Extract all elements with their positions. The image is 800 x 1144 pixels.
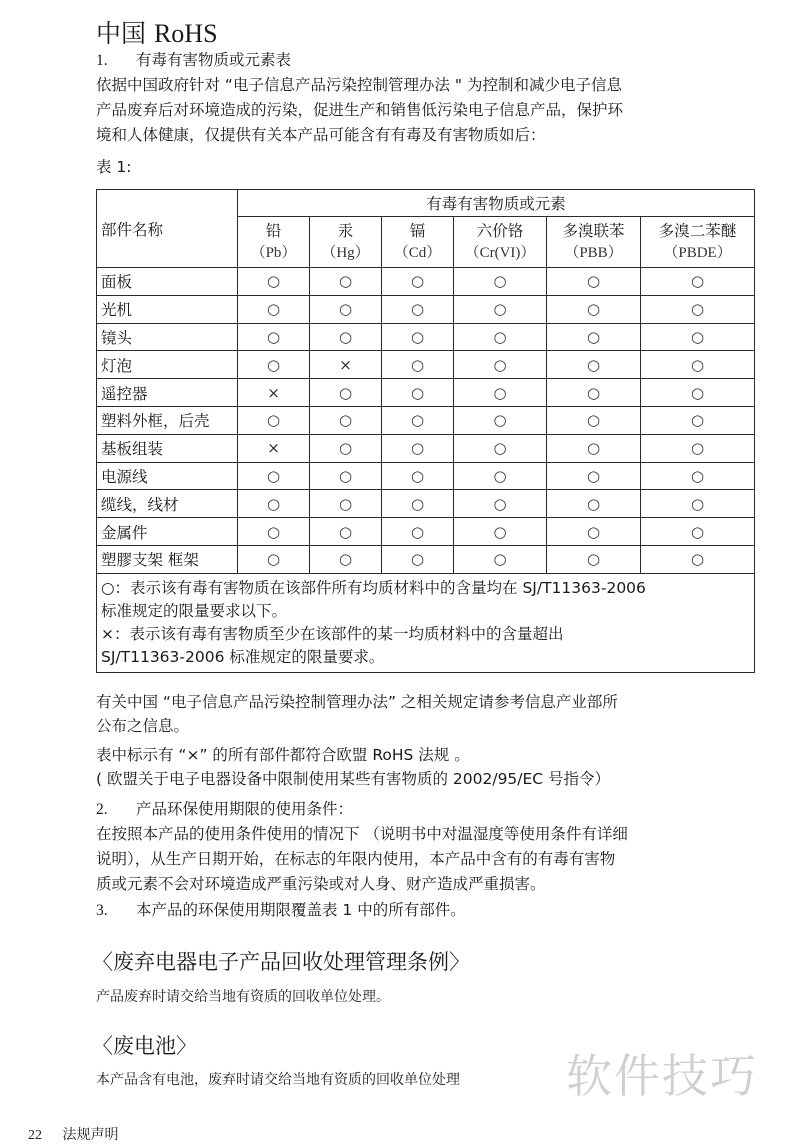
substance-mark: ○ bbox=[454, 490, 547, 518]
column-header-pb: 铅 （Pb） bbox=[238, 217, 310, 268]
part-name: 缆线，线材 bbox=[97, 490, 238, 518]
after-table-line-2: 公布之信息。 bbox=[96, 717, 190, 735]
section3-number: 3. bbox=[96, 902, 108, 919]
substance-mark: ○ bbox=[382, 434, 454, 462]
substance-mark: ○ bbox=[547, 268, 641, 296]
intro-line-3: 境和人体健康，仅提供有关本产品可能含有有毒及有害物质如后： bbox=[96, 126, 546, 144]
substance-mark: ○ bbox=[382, 351, 454, 379]
substance-mark: × bbox=[238, 434, 310, 462]
section1-title: 有毒有害物质或元素表 bbox=[136, 51, 292, 69]
substance-mark: ○ bbox=[238, 518, 310, 546]
part-name: 灯泡 bbox=[97, 351, 238, 379]
title-latin: RoHS bbox=[153, 19, 218, 48]
substance-mark: ○ bbox=[454, 462, 547, 490]
substance-mark: ○ bbox=[310, 406, 382, 434]
substance-mark: ○ bbox=[547, 323, 641, 351]
table-row bbox=[97, 406, 755, 434]
substance-mark: ○ bbox=[641, 323, 755, 351]
section2-line-3: 质或元素不会对环境造成严重污染或对人身、财产造成严重损害。 bbox=[96, 875, 546, 893]
substance-mark: ○ bbox=[547, 434, 641, 462]
table-row bbox=[97, 351, 755, 379]
substance-mark: ○ bbox=[238, 268, 310, 296]
column-header-pbde: 多溴二苯醚 （PBDE） bbox=[641, 217, 755, 268]
weee-text: 产品废弃时请交给当地有资质的回收单位处理。 bbox=[96, 989, 390, 1005]
substance-mark: ○ bbox=[641, 351, 755, 379]
substance-mark: ○ bbox=[238, 462, 310, 490]
substance-mark: ○ bbox=[310, 379, 382, 407]
part-name: 光机 bbox=[97, 295, 238, 323]
intro-line-1: 依据中国政府针对 “电子信息产品污染控制管理办法 " 为控制和减少电子信息 bbox=[96, 76, 622, 94]
substance-mark: ○ bbox=[382, 406, 454, 434]
section3-text: 本产品的环保使用期限覆盖表 1 中的所有部件。 bbox=[136, 901, 466, 919]
table-row bbox=[97, 518, 755, 546]
battery-heading: 〈废电池〉 bbox=[92, 1034, 197, 1058]
part-name: 面板 bbox=[97, 268, 238, 296]
intro-line-2: 产品废弃后对环境造成的污染，促进生产和销售低污染电子信息产品，保护环 bbox=[96, 101, 624, 119]
substance-mark: ○ bbox=[454, 434, 547, 462]
table-row bbox=[97, 462, 755, 490]
substance-mark: ○ bbox=[238, 545, 310, 573]
note-line-1: ○：表示该有毒有害物质在该部件所有均质材料中的含量均在 SJ/T11363-2006 bbox=[101, 578, 646, 597]
substance-mark: ○ bbox=[454, 545, 547, 573]
substance-mark: ○ bbox=[382, 295, 454, 323]
substance-mark: ○ bbox=[641, 295, 755, 323]
substance-mark: ○ bbox=[382, 268, 454, 296]
column-header-pbb: 多溴联苯 （PBB） bbox=[547, 217, 641, 268]
substance-mark: ○ bbox=[310, 295, 382, 323]
table-row bbox=[97, 490, 755, 518]
substance-mark: ○ bbox=[382, 545, 454, 573]
substance-mark: ○ bbox=[454, 351, 547, 379]
section2-heading bbox=[96, 797, 353, 822]
substance-mark: ○ bbox=[454, 406, 547, 434]
after-table-line-4: ( 欧盟关于电子电器设备中限制使用某些有害物质的 2002/95/EC 号指令） bbox=[96, 770, 611, 788]
substance-mark: ○ bbox=[310, 462, 382, 490]
part-name-header: 部件名称 bbox=[97, 190, 238, 268]
part-name: 镜头 bbox=[97, 323, 238, 351]
table-row bbox=[97, 323, 755, 351]
substance-mark: ○ bbox=[382, 518, 454, 546]
substance-mark: ○ bbox=[382, 490, 454, 518]
substance-mark: ○ bbox=[310, 518, 382, 546]
title-cn: 中国 bbox=[96, 19, 147, 48]
substance-mark: ○ bbox=[310, 323, 382, 351]
table-caption: 表 1: bbox=[96, 158, 132, 176]
substance-mark: ○ bbox=[641, 545, 755, 573]
substance-mark: ○ bbox=[547, 518, 641, 546]
note-line-4: SJ/T11363-2006 标准规定的限量要求。 bbox=[101, 647, 385, 666]
substance-mark: ○ bbox=[310, 490, 382, 518]
table-row bbox=[97, 268, 755, 296]
section1-heading bbox=[96, 48, 291, 73]
part-name: 遥控器 bbox=[97, 379, 238, 407]
after-table-line-3: 表中标示有 “×” 的所有部件都符合欧盟 RoHS 法规 。 bbox=[96, 746, 470, 764]
table-row bbox=[97, 295, 755, 323]
substance-mark: × bbox=[310, 351, 382, 379]
page-number: 22 bbox=[28, 1128, 42, 1143]
substance-mark: ○ bbox=[238, 490, 310, 518]
page-title bbox=[96, 14, 218, 50]
section2-title: 产品环保使用期限的使用条件： bbox=[136, 800, 354, 818]
substance-group-header: 有毒有害物质或元素 bbox=[238, 190, 755, 217]
table-row bbox=[97, 379, 755, 407]
substance-mark: ○ bbox=[238, 323, 310, 351]
part-name: 塑料外框，后壳 bbox=[97, 406, 238, 434]
substance-mark: ○ bbox=[641, 462, 755, 490]
section3 bbox=[96, 898, 466, 923]
section2-number: 2. bbox=[96, 801, 108, 818]
substance-mark: ○ bbox=[547, 295, 641, 323]
note-line-2: 标准规定的限量要求以下。 bbox=[101, 601, 288, 620]
section1-number: 1. bbox=[96, 52, 108, 69]
substance-mark: ○ bbox=[547, 545, 641, 573]
substance-mark: ○ bbox=[454, 379, 547, 407]
page-footer bbox=[28, 1124, 118, 1144]
part-name: 塑膠支架 框架 bbox=[97, 545, 238, 573]
substance-mark: ○ bbox=[454, 295, 547, 323]
part-name: 基板组装 bbox=[97, 434, 238, 462]
column-header-hg: 汞 （Hg） bbox=[310, 217, 382, 268]
substance-mark: ○ bbox=[641, 406, 755, 434]
footer-label: 法规声明 bbox=[62, 1127, 119, 1143]
substance-mark: ○ bbox=[641, 518, 755, 546]
table-row bbox=[97, 434, 755, 462]
weee-heading: 〈废弃电器电子产品回收处理管理条例〉 bbox=[92, 950, 470, 974]
substance-mark: ○ bbox=[641, 379, 755, 407]
table-notes bbox=[97, 573, 755, 672]
substance-mark: × bbox=[238, 379, 310, 407]
note-line-3: ×：表示该有毒有害物质至少在该部件的某一均质材料中的含量超出 bbox=[101, 624, 564, 643]
substance-mark: ○ bbox=[310, 434, 382, 462]
substance-mark: ○ bbox=[641, 490, 755, 518]
part-name: 金属件 bbox=[97, 518, 238, 546]
watermark: 软件技巧 bbox=[566, 1049, 758, 1103]
substance-mark: ○ bbox=[547, 379, 641, 407]
substance-mark: ○ bbox=[382, 323, 454, 351]
substance-mark: ○ bbox=[382, 379, 454, 407]
substance-mark: ○ bbox=[641, 268, 755, 296]
after-table-line-1: 有关中国 “电子信息产品污染控制管理办法” 之相关规定请参考信息产业部所 bbox=[96, 693, 618, 711]
substance-mark: ○ bbox=[547, 351, 641, 379]
part-name: 电源线 bbox=[97, 462, 238, 490]
table-row bbox=[97, 545, 755, 573]
column-header-cd: 镉 （Cd） bbox=[382, 217, 454, 268]
hazardous-substances-table bbox=[96, 189, 755, 673]
substance-mark: ○ bbox=[238, 295, 310, 323]
substance-mark: ○ bbox=[238, 351, 310, 379]
substance-mark: ○ bbox=[454, 268, 547, 296]
substance-mark: ○ bbox=[454, 323, 547, 351]
substance-mark: ○ bbox=[547, 462, 641, 490]
substance-mark: ○ bbox=[641, 434, 755, 462]
substance-mark: ○ bbox=[382, 462, 454, 490]
substance-mark: ○ bbox=[238, 406, 310, 434]
substance-mark: ○ bbox=[310, 545, 382, 573]
section2-line-1: 在按照本产品的使用条件使用的情况下 （说明书中对温湿度等使用条件有详细 bbox=[96, 825, 628, 843]
substance-mark: ○ bbox=[547, 490, 641, 518]
column-header-cr6: 六价铬 （Cr(VI)） bbox=[454, 217, 547, 268]
section2-line-2: 说明），从生产日期开始，在标志的年限内使用，本产品中含有的有毒有害物 bbox=[96, 850, 616, 868]
substance-mark: ○ bbox=[310, 268, 382, 296]
substance-mark: ○ bbox=[547, 406, 641, 434]
battery-text: 本产品含有电池，废弃时请交给当地有资质的回收单位处理 bbox=[96, 1072, 460, 1088]
substance-mark: ○ bbox=[454, 518, 547, 546]
